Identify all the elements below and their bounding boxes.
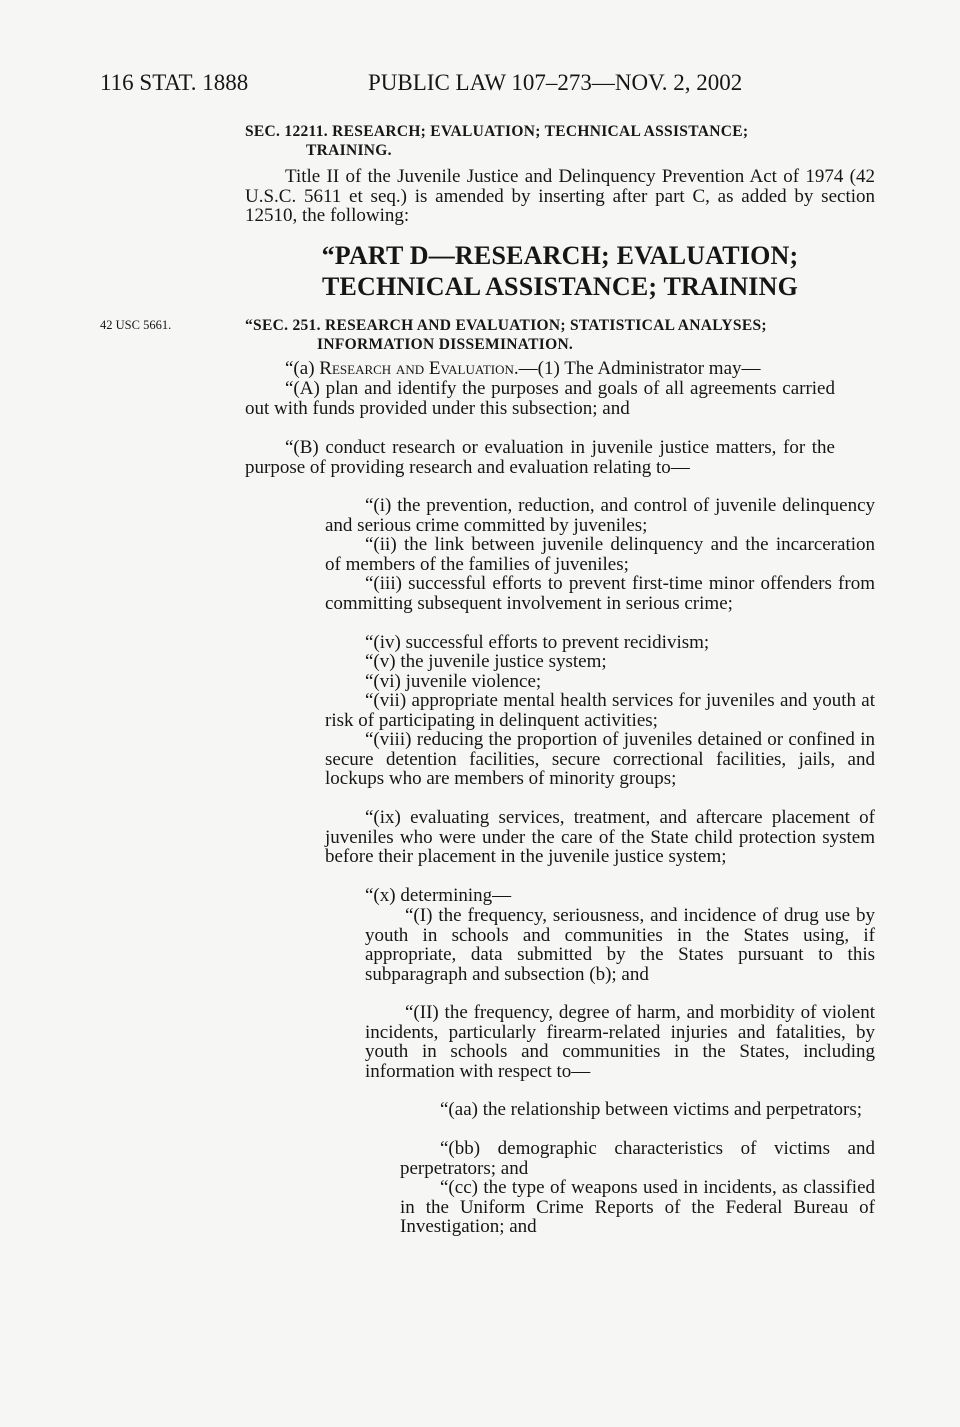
item-v: “(v) the juvenile justice system; — [365, 651, 607, 672]
clause-B — [245, 438, 835, 477]
part-d-title-line1: “PART D—RESEARCH; EVALUATION; — [321, 241, 799, 270]
subitem-aa — [400, 1100, 875, 1120]
running-header — [100, 70, 840, 104]
section-12211-heading — [245, 122, 875, 160]
subitem-bb — [400, 1139, 875, 1178]
subsection-a-suffix: .—(1) The Administrator may— — [513, 358, 761, 379]
subsection-a-heading: Research and Evaluation — [319, 358, 514, 379]
item-vi: “(vi) juvenile violence; — [365, 671, 542, 692]
section-12211-heading-line2: TRAINING. — [306, 142, 392, 159]
section-251-heading-line1: “SEC. 251. RESEARCH AND EVALUATION; STATISTICAL ANALYSES; — [245, 317, 767, 334]
subitem-aa-text: “(aa) the relationship between victims and perpetrators; — [440, 1099, 863, 1120]
subitem-bb-text: “(bb) demographic characteristics of victims and perpetrators; and — [400, 1138, 875, 1179]
section-12211-text: Title II of the Juvenile Justice and Delinquency Prevention Act of 1974 (42 U.S.C. 5611 et seq.) is amended by inserting after part C, as added by section 12510, the following: — [245, 166, 875, 226]
item-viii — [325, 730, 875, 789]
stat-page-number: 116 STAT. 1888 — [100, 70, 249, 95]
subitem-II — [365, 1003, 875, 1081]
part-d-title — [245, 240, 875, 302]
subsection-a — [285, 359, 761, 379]
item-ii-text: “(ii) the link between juvenile delinquency and the incarceration of members of the families of juveniles; — [325, 534, 875, 575]
section-251-heading-line2: INFORMATION DISSEMINATION. — [317, 336, 574, 353]
item-vii-text: “(vii) appropriate mental health services for juveniles and youth at risk of participating in delinquent activities; — [325, 690, 875, 731]
item-x: “(x) determining— — [365, 885, 512, 906]
item-vii — [325, 691, 875, 730]
item-ix — [325, 808, 875, 867]
clause-B-text: “(B) conduct research or evaluation in juvenile justice matters, for the purpose of providing research and evaluation relating to— — [245, 437, 835, 478]
subitem-I-text: “(I) the frequency, seriousness, and incidence of drug use by youth in schools and communities in the States using, if appropriate, data submitted by the States pursuant to this subparagraph and subsection (b); and — [365, 905, 875, 985]
section-251-heading — [245, 316, 875, 354]
part-d-title-line2: TECHNICAL ASSISTANCE; TRAINING — [321, 272, 799, 301]
subitem-I — [365, 906, 875, 984]
section-12211-heading-line1: SEC. 12211. RESEARCH; EVALUATION; TECHNICAL ASSISTANCE; — [245, 123, 749, 140]
item-iii-text: “(iii) successful efforts to prevent first-time minor offenders from committing subsequent involvement in serious crime; — [325, 573, 875, 614]
subitem-cc — [400, 1178, 875, 1237]
item-ii — [325, 535, 875, 574]
item-i-text: “(i) the prevention, reduction, and control of juvenile delinquency and serious crime committed by juveniles; — [325, 495, 875, 536]
item-iv: “(iv) successful efforts to prevent recidivism; — [365, 632, 710, 653]
public-law-title: PUBLIC LAW 107–273—NOV. 2, 2002 — [368, 70, 743, 95]
item-iii — [325, 574, 875, 613]
subitem-cc-text: “(cc) the type of weapons used in incidents, as classified in the Uniform Crime Reports of the Federal Bureau of Investigation; and — [400, 1177, 875, 1237]
item-viii-text: “(viii) reducing the proportion of juveniles detained or confined in secure detention facilities, secure correctional facilities, jails, and lockups who are members of minority groups; — [325, 729, 875, 789]
item-ix-text: “(ix) evaluating services, treatment, and aftercare placement of juveniles who were under the care of the State child protection system before their placement in the juvenile justice system; — [325, 807, 875, 867]
item-i — [325, 496, 875, 535]
subitem-II-text: “(II) the frequency, degree of harm, and morbidity of violent incidents, particularly firearm-related injuries and fatalities, by youth in schools and communities in the States, including information with respect to— — [365, 1002, 875, 1082]
clause-A — [245, 379, 835, 418]
subsection-a-prefix: “(a) — [285, 358, 320, 379]
margin-citation: 42 USC 5661. — [100, 318, 172, 332]
clause-A-text: “(A) plan and identify the purposes and goals of all agreements carried out with funds provided under this subsection; and — [245, 378, 835, 419]
